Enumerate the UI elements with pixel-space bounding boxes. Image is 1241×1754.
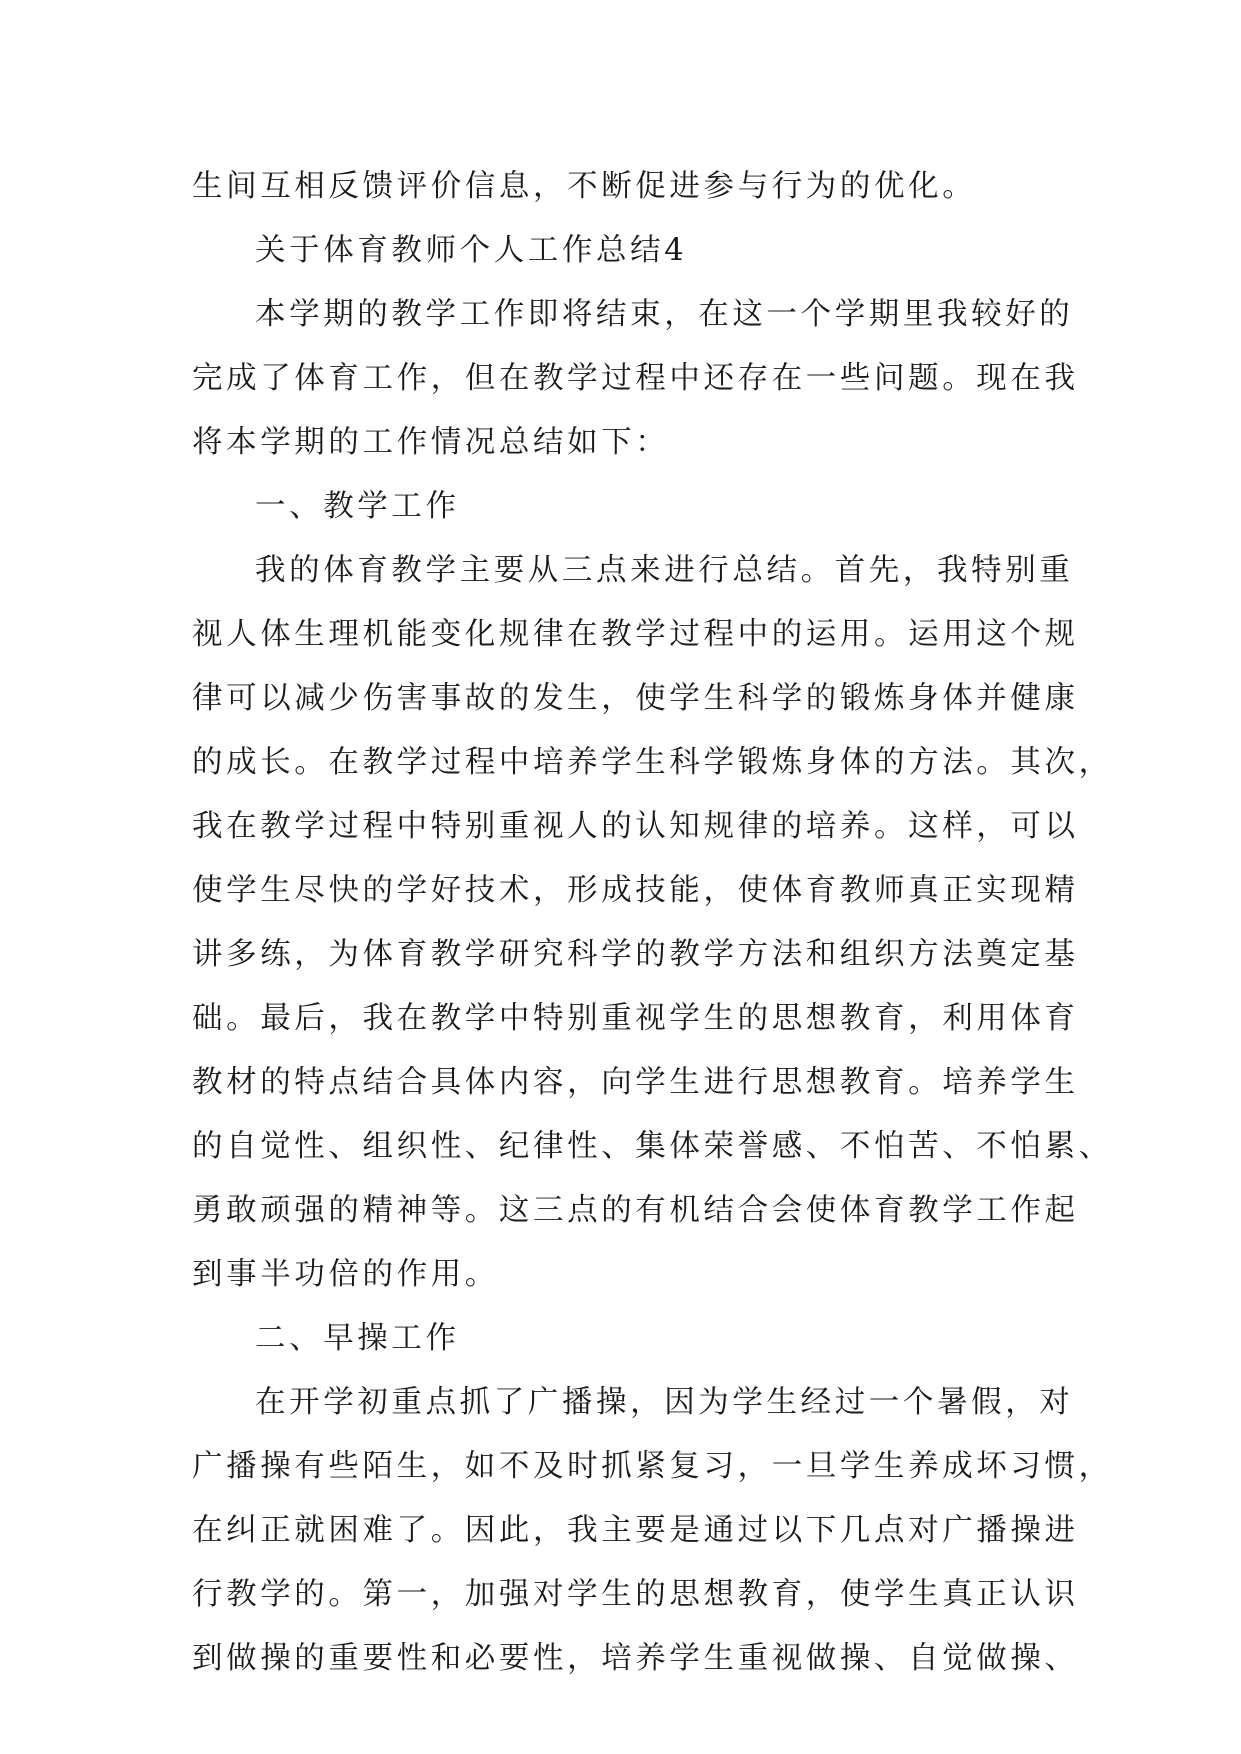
paragraph-line: 完成了体育工作，但在教学过程中还存在一些问题。现在我	[192, 361, 1079, 396]
paragraph-line: 础。最后，我在教学中特别重视学生的思想教育，利用体育	[192, 1001, 1079, 1036]
paragraph-line: 讲多练，为体育教学研究科学的教学方法和组织方法奠定基	[192, 937, 1079, 972]
paragraph-line: 使学生尽快的学好技术，形成技能，使体育教师真正实现精	[192, 873, 1079, 908]
paragraph-line: 行教学的。第一，加强对学生的思想教育，使学生真正认识	[192, 1577, 1079, 1612]
paragraph-line: 本学期的教学工作即将结束，在这一个学期里我较好的	[255, 297, 1074, 332]
section-heading: 关于体育教师个人工作总结4	[255, 233, 688, 268]
paragraph-line: 勇敢顽强的精神等。这三点的有机结合会使体育教学工作起	[192, 1193, 1079, 1228]
paragraph-line: 的自觉性、组织性、纪律性、集体荣誉感、不怕苦、不怕累、	[192, 1129, 1113, 1164]
paragraph-line: 视人体生理机能变化规律在教学过程中的运用。运用这个规	[192, 617, 1079, 652]
paragraph-line: 的成长。在教学过程中培养学生科学锻炼身体的方法。其次，	[192, 745, 1113, 780]
paragraph-line: 在纠正就困难了。因此，我主要是通过以下几点对广播操进	[192, 1513, 1079, 1548]
paragraph-line: 教材的特点结合具体内容，向学生进行思想教育。培养学生	[192, 1065, 1079, 1100]
paragraph-line: 我在教学过程中特别重视人的认知规律的培养。这样，可以	[192, 809, 1079, 844]
paragraph-line: 到做操的重要性和必要性，培养学生重视做操、自觉做操、	[192, 1641, 1079, 1676]
paragraph-line: 生间互相反馈评价信息，不断促进参与行为的优化。	[192, 169, 977, 204]
paragraph-line: 律可以减少伤害事故的发生，使学生科学的锻炼身体并健康	[192, 681, 1079, 716]
section-heading: 二、早操工作	[255, 1321, 460, 1356]
paragraph-line: 到事半功倍的作用。	[192, 1257, 499, 1292]
paragraph-line: 将本学期的工作情况总结如下：	[192, 425, 670, 460]
paragraph-line: 广播操有些陌生，如不及时抓紧复习，一旦学生养成坏习惯，	[192, 1449, 1113, 1484]
paragraph-line: 我的体育教学主要从三点来进行总结。首先，我特别重	[255, 553, 1074, 588]
paragraph-line: 在开学初重点抓了广播操，因为学生经过一个暑假，对	[255, 1385, 1074, 1420]
section-heading: 一、教学工作	[255, 489, 460, 524]
